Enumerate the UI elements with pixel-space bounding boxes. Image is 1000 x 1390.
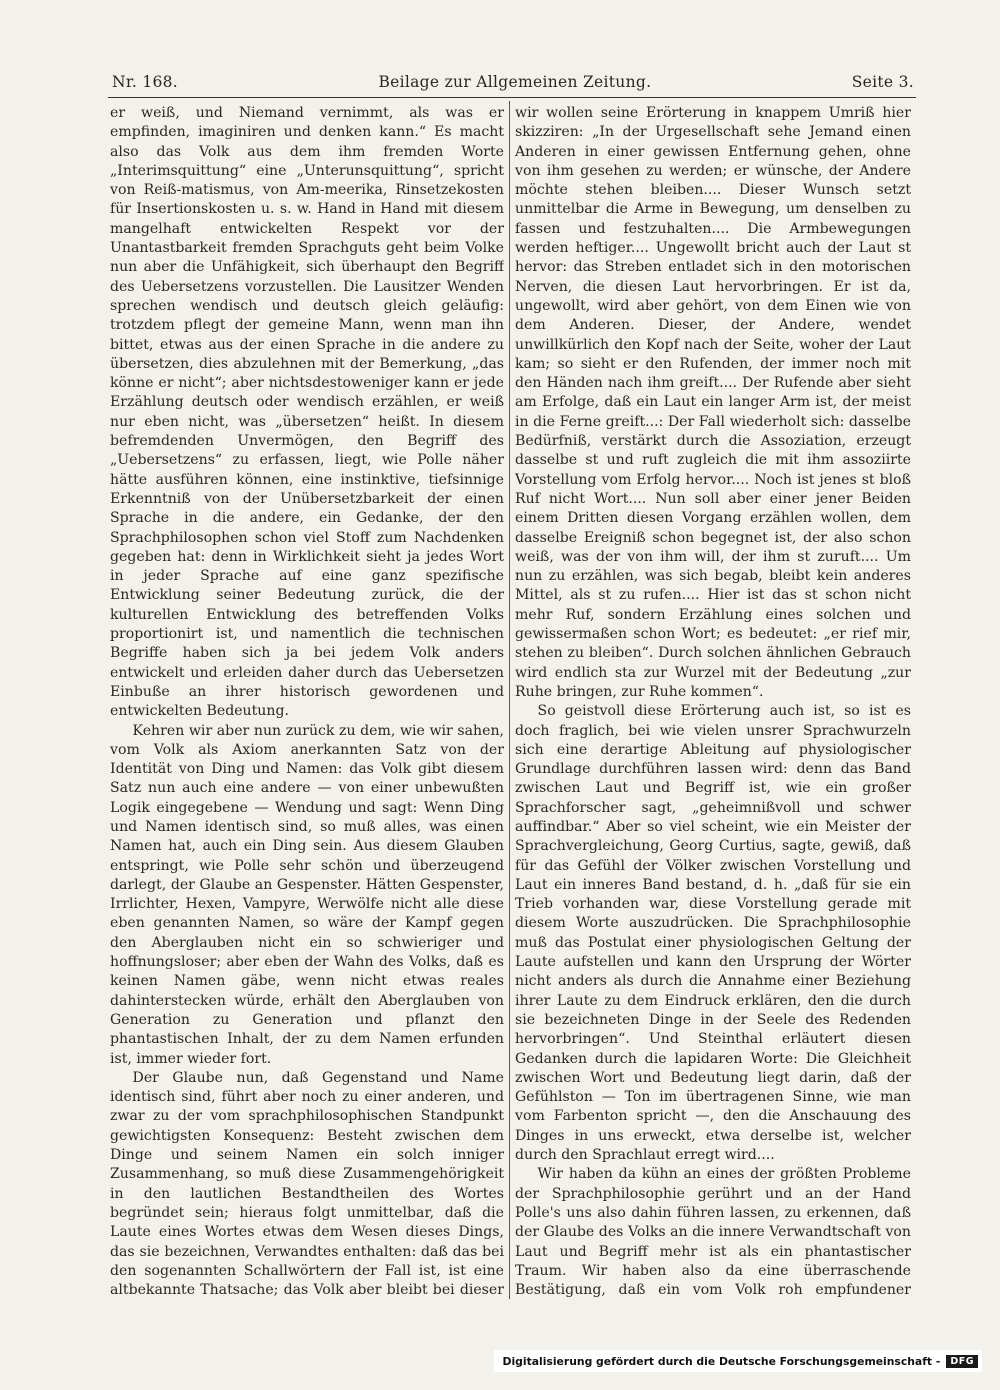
dfg-logo-icon: DFG <box>946 1355 978 1368</box>
supplement-title: Beilage zur Allgemeinen Zeitung. <box>378 73 652 91</box>
header-rule <box>108 97 916 98</box>
page-header <box>112 73 914 97</box>
right-column <box>515 104 911 1302</box>
digitization-footer <box>494 1350 982 1372</box>
left-paragraph-1: er weiß, und Niemand vernimmt, als was er empfinden, imaginiren und denken kann.“ Es macht also das Volk aus dem ihm fremden Worte „Interimsquittung“ eine „Unterunsquittung“, spricht von Reiß-matismus, von Am-meerika, Rinsetzekosten für Insertionskosten u. s. w. Hand in Hand mit diesem mangelhaft entwickelten Respekt vor der Unantastbarkeit fremden Sprachguts geht beim Volke nun aber die Unfähigkeit, sich überhaupt den Begriff des Uebersetzens vorzustellen. Die Lausitzer Wenden sprechen wendisch und deutsch gleich geläufig: trotzdem pflegt der gemeine Mann, wenn man ihn bittet, etwas aus der einen Sprache in die andere zu übersetzen, dies abzulehnen mit der Bemerkung, „das könne er nicht“; aber nichtsdestoweniger kann er jede Erzählung deutsch oder wendisch erzählen, er weiß nur eben nicht, was „übersetzen“ heißt. In diesem befremdenden Unvermögen, den Begriff des „Uebersetzens“ zu erfassen, liegt, wie Polle näher hätte ausführen können, eine instinktive, tiefsinnige Erkenntniß von der Unübersetzbarkeit der einen Sprache in die andere, ein Gedanke, der den Sprachphilosophen schon viel Stoff zum Nachdenken gegeben hat: denn in Wirklichkeit sieht ja jedes Wort in jeder Sprache auf eine ganz spezifische Entwicklung seiner Bedeutung zurück, die der kulturellen Entwicklung des betreffenden Volks proportionirt ist, und namentlich die technischen Begriffe haben sich ja bei jedem Volk anders entwickelt und erleiden daher durch das Uebersetzen Einbuße an ihrer historisch gewordenen und entwickelten Bedeutung. <box>110 105 504 720</box>
issue-number: Nr. 168. <box>112 73 179 91</box>
right-paragraph-1: wir wollen seine Erörterung in knappem Umriß hier skizziren: „In der Urgesellschaft sehe Jemand einen Anderen in einer gewissen Entfernung gehen, ohne von ihm gesehen zu werden; er wünsche, der Andere möchte stehen bleiben.... Dieser Wunsch setzt unmittelbar die Arme in Bewegung, um denselben zu fassen und festzuhalten.... Die Armbewegungen werden heftiger.... Ungewollt bricht auch der Laut st hervor: das Streben entladet sich in den motorischen Nerven, die diesen Laut hervorbringen. Er ist da, ungewollt, wird aber gehört, von dem Einen wie von dem Anderen. Dieser, der Andere, wendet unwillkürlich den Kopf nach der Seite, woher der Laut kam; so sieht er den Rufenden, der immer noch mit den Händen nach ihm greift.... Der Rufende aber sieht am Erfolge, daß ein Laut ein langer Arm ist, der meist in die Ferne greift...: Der Fall wiederholt sich: dasselbe Bedürfniß, verstärkt durch die Assoziation, erzeugt dasselbe st und ruft zugleich die mit ihm assoziirte Vorstellung vom Erfolg hervor.... Noch ist jenes st bloß Ruf nicht Wort.... Nun soll aber einer jener Beiden einem Dritten diesen Vorgang erzählen wollen, dem dasselbe Ereigniß schon begegnet ist, der also schon weiß, was der von ihm will, der ihm st zuruft.... Um nun zu erzählen, was sich begab, bleibt kein anderes Mittel, als st zu rufen.... Hier ist das st schon nicht mehr Ruf, sondern Erzählung eines solchen und gewissermaßen schon Wort; es bedeutet: „er rief mir, stehen zu bleiben“. Durch solchen ähnlichen Gebrauch wird endlich sta zur Wurzel mit der Bedeutung „zur Ruhe bringen, zur Ruhe kommen“. <box>515 105 911 700</box>
left-paragraph-2: Kehren wir aber nun zurück zu dem, wie wir sahen, vom Volk als Axiom anerkannten Satz von der Identität von Ding und Namen: das Volk gibt diesem Satz nun auch eine andere — von einer unbewußten Logik eingegebene — Wendung und sagt: Wenn Ding und Namen identisch sind, so muß alles, was einen Namen hat, auch ein Ding sein. Aus diesem Glauben entspringt, wie Polle sehr schön und überzeugend darlegt, der Glaube an Gespenster. Hätten Gespenster, Irrlichter, Hexen, Vampyre, Werwölfe nicht alle diese eben genannten Namen, so wäre der Kampf gegen den Aberglauben nicht ein so schwieriger und hoffnungsloser; aber eben der Wahn des Volks, daß es keinen Namen gäbe, wenn nicht etwas reales dahinterstecken würde, erhält den Aberglauben von Generation zu Generation und pflanzt den phantastischen Inhalt, der zu dem Namen erfunden ist, immer wieder fort. <box>110 722 504 1067</box>
page-number: Seite 3. <box>851 73 914 91</box>
left-column <box>110 104 504 1302</box>
footer-text: Digitalisierung gefördert durch die Deutsche Forschungsgemeinschaft - <box>502 1354 941 1368</box>
right-paragraph-2: So geistvoll diese Erörterung auch ist, so ist es doch fraglich, bei wie vielen unsrer Sprachwurzeln sich eine derartige Ableitung auf physiologischer Grundlage durchführen lassen wird: denn das Band zwischen Laut und Begriff ist, wie ein großer Sprachforscher sagt, „geheimnißvoll und schwer auffindbar.“ Aber so viel scheint, wie ein Meister der Sprachvergleichung, Georg Curtius, sagte, gewiß, daß für das Gefühl der Völker zwischen Vorstellung und Laut ein inneres Band bestand, d. h. „daß für sie ein Trieb vorhanden war, diese Vorstellung gerade mit diesem Worte auszudrücken. Die Sprachphilosophie muß das Postulat einer physiologischen Geltung der Laute aufstellen und kann den Ursprung der Wörter nicht anders als durch die Annahme einer Beziehung ihrer Laute zu dem Eindruck erklären, den die durch sie bezeichneten Dinge in der Seele des Redenden hervorbringen“. Und Steinthal erläutert diesen Gedanken durch die lapidaren Worte: Die Gleichheit zwischen Wort und Bedeutung liegt darin, daß der Gefühlston — Ton im übertragenen Sinne, wie man vom Farbenton spricht —, den die Anschauung des Dinges in uns erweckt, etwa derselbe ist, welcher durch den Sprachlaut erregt wird.... <box>515 703 911 1164</box>
left-paragraph-3: Der Glaube nun, daß Gegenstand und Name identisch sind, führt aber noch zu einer anderen, und zwar zu der vom sprachphilosophischen Standpunkt gewichtigsten Konsequenz: Besteht zwischen dem Dinge und seinem Namen ein solch inniger Zusammenhang, so muß diese Zusammengehörigkeit in den lautlichen Bestandtheilen des Wortes begründet sein; hieraus folgt unmittelbar, daß die Laute eines Wortes etwas dem Wesen dieses Dings, das sie bezeichnen, Verwandtes enthalten: daß das bei den sogenannten Schallwörtern der Fall ist, ist eine altbekannte Thatsache; das Volk aber bleibt bei dieser <box>110 1069 504 1299</box>
column-divider <box>509 101 510 1299</box>
right-paragraph-3: Wir haben da kühn an eines der größten Probleme der Sprachphilosophie gerührt und an der Hand Polle's uns also dahin führen lassen, zu erkennen, daß der Glaube des Volks an die innere Verwandtschaft von Laut und Begriff mehr ist als ein phantastischer Traum. Wir haben also da eine überraschende Bestätigung, daß ein vom Volk roh empfundener <box>515 1166 911 1299</box>
